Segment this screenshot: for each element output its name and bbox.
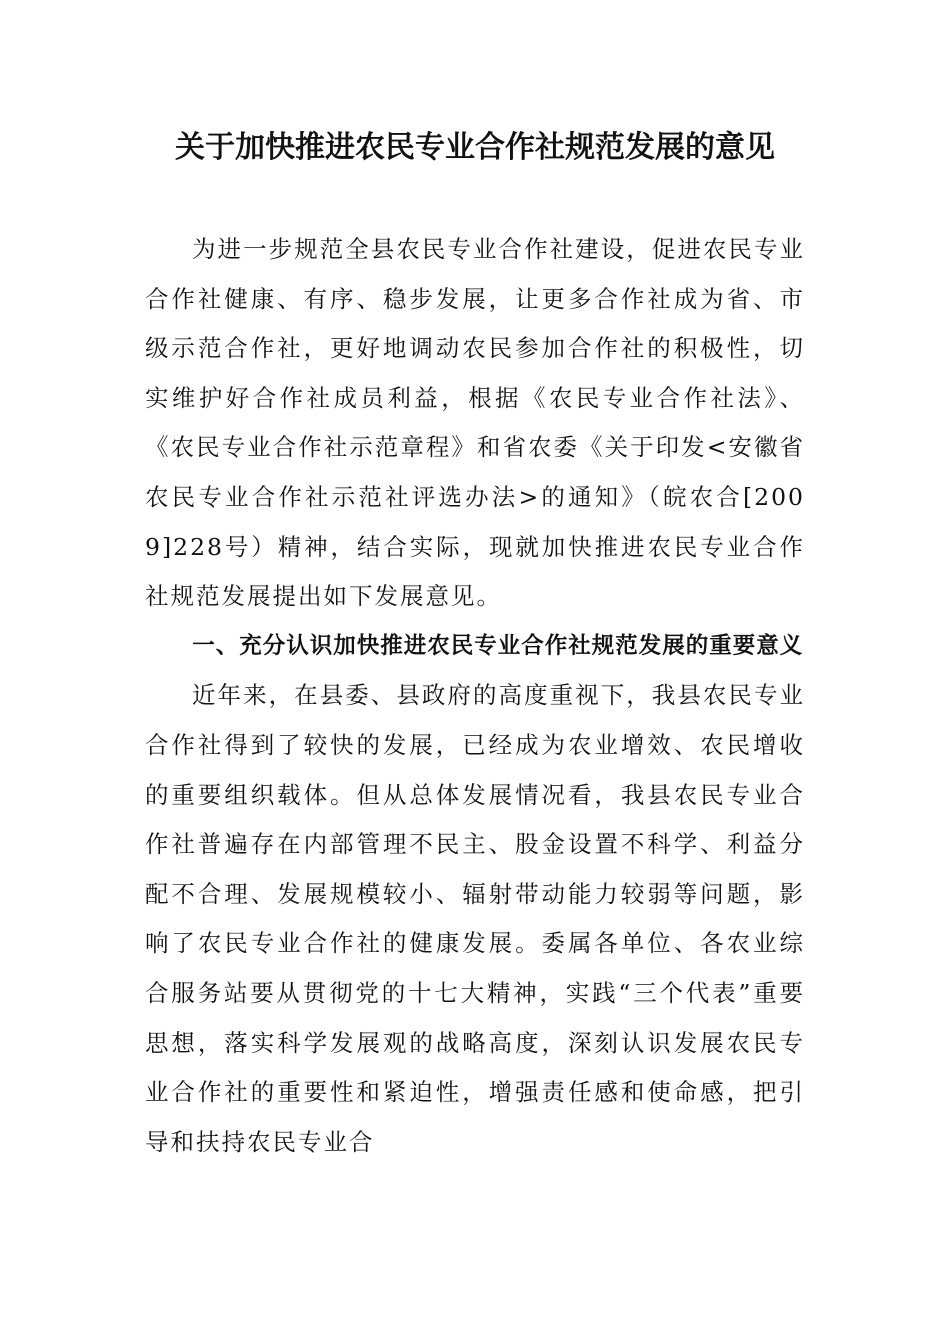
section-1-paragraph: 近年来，在县委、县政府的高度重视下，我县农民专业合作社得到了较快的发展，已经成为农业增效、农民增收的重要组织载体。但从总体发展情况看，我县农民专业合作社普遍存在内部管理不民主、股金设置不科学、利益分配不合理、发展规模较小、辐射带动能力较弱等问题，影响了农民专业合作社的健康发展。委属各单位、各农业综合服务站要从贯彻党的十七大精神，实践“三个代表”重要思想，落实科学发展观的战略高度，深刻认识发展农民专业合作社的重要性和紧迫性，增强责任感和使命感，把引导和扶持农民专业合 [145,681,805,1156]
intro-paragraph: 为进一步规范全县农民专业合作社建设，促进农民专业合作社健康、有序、稳步发展，让更多合作社成为省、市级示范合作社，更好地调动农民参加合作社的积极性，切实维护好合作社成员利益，根据《农民专业合作社法》、《农民专业合作社示范章程》和省农委《关于印发<安徽省农民专业合作社示范社评选办法>的通知》（皖农合[2009]228号）精神，结合实际，现就加快推进农民专业合作社规范发展提出如下发展意见。 [145,235,805,611]
document-body [145,225,805,1167]
section-heading-1: 一、充分认识加快推进农民专业合作社规范发展的重要意义 [192,632,804,659]
document-title: 关于加快推进农民专业合作社规范发展的意见 [175,130,775,165]
